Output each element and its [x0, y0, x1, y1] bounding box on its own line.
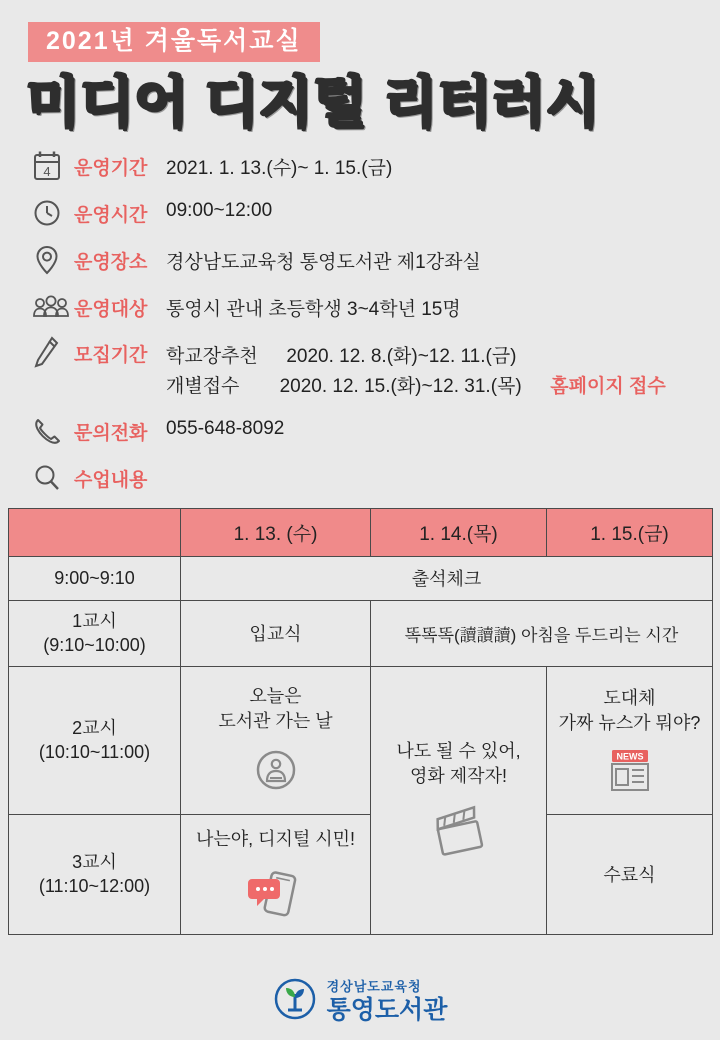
info-value-audience: 통영시 관내 초등학생 3~4학년 15명: [166, 298, 461, 320]
table-header-row: [9, 508, 713, 556]
table-row: [9, 666, 713, 814]
table-row: [9, 556, 713, 600]
info-row-phone: [32, 414, 720, 448]
period2-label: 2교시: [72, 717, 117, 738]
cell-morning-reading: 똑똑똑(讀讀讀) 아침을 두드리는 시간: [371, 600, 713, 666]
info-row-time: [32, 196, 720, 230]
digital-citizen-line1: 나는야, 디지털 시민!: [195, 829, 356, 850]
clock-icon: [32, 196, 74, 230]
footer: [0, 977, 720, 1026]
cell-closing-ceremony: 수료식: [547, 814, 713, 934]
badge-container: [0, 0, 720, 62]
period3-range: (11:10~12:00): [38, 876, 151, 896]
library-day-line1: 오늘은: [249, 685, 302, 706]
recruitment-line-school: [166, 341, 666, 368]
row-time-period2: [9, 666, 181, 814]
recruitment-individual-key: 개별접수: [166, 375, 240, 397]
clapperboard-icon: [374, 799, 543, 861]
magnifier-icon: [32, 461, 74, 495]
period3-label: 3교시: [72, 851, 117, 872]
info-value-phone: 055-648-8092: [166, 417, 285, 439]
info-row-period: [32, 149, 720, 183]
pencil-icon: [32, 337, 74, 371]
info-value-recruitment: [166, 337, 666, 401]
people-icon: [32, 290, 74, 324]
program-season-badge: 2021년 겨울독서교실: [28, 22, 320, 62]
info-row-audience: [32, 290, 720, 324]
info-label-audience: 운영대상: [74, 298, 148, 320]
info-value-place: 경상남도교육청 통영도서관 제1강좌실: [166, 251, 481, 273]
svg-text:NEWS: NEWS: [616, 751, 643, 762]
recruitment-individual-value: 2020. 12. 15.(화)~12. 31.(목): [279, 375, 522, 397]
row-time-period1: [9, 600, 181, 666]
table-header-day3: 1. 15.(금): [547, 508, 713, 556]
calendar-icon: [32, 149, 74, 183]
recruitment-school-key: 학교장추천: [166, 345, 258, 367]
cell-attendance-check: 출석체크: [181, 556, 713, 600]
sprout-logo-icon: [273, 977, 317, 1026]
info-label-period: 운영기간: [74, 157, 148, 179]
recruitment-homepage-note: 홈페이지 접수: [550, 375, 666, 397]
footer-org-top: 경상남도교육청: [326, 978, 422, 994]
library-person-icon: [184, 744, 367, 796]
table-row: [9, 600, 713, 666]
info-list: [0, 149, 720, 495]
info-row-place: [32, 243, 720, 277]
cell-library-day: [181, 666, 371, 814]
news-icon: [550, 746, 709, 794]
row-time-period3: [9, 814, 181, 934]
info-label-time: 운영시간: [74, 204, 148, 226]
library-day-line2: 도서관 가는 날: [218, 711, 333, 731]
svg-text:4: 4: [43, 163, 51, 179]
table-header-blank: [9, 508, 181, 556]
fake-news-line1: 도대체: [603, 687, 656, 708]
period1-label: 1교시: [72, 610, 117, 631]
cell-film-maker: [371, 666, 547, 934]
table-header-day1: 1. 13. (수): [181, 508, 371, 556]
period1-range: (9:10~10:00): [43, 635, 146, 655]
page-title: 미디어 디지털 리터러시: [26, 71, 600, 133]
info-label-phone: 문의전화: [74, 422, 148, 444]
info-label-curriculum: 수업내용: [74, 469, 148, 491]
film-maker-line2: 영화 제작자!: [410, 766, 507, 786]
schedule-table-container: [0, 508, 720, 935]
phone-icon: [32, 414, 74, 448]
cell-digital-citizen: [181, 814, 371, 934]
info-row-recruitment: [32, 337, 720, 401]
recruitment-line-individual: [166, 371, 666, 398]
info-value-time: 09:00~12:00: [166, 199, 273, 221]
row-time-attendance: 9:00~9:10: [9, 556, 181, 600]
recruitment-school-value: 2020. 12. 8.(화)~12. 11.(금): [286, 345, 517, 367]
period2-range: (10:10~11:00): [38, 742, 151, 762]
footer-org: [327, 978, 448, 1025]
table-row: [9, 814, 713, 934]
fake-news-line2: 가짜 뉴스가 뭐야?: [558, 713, 701, 733]
info-label-place: 운영장소: [74, 251, 148, 273]
table-header-day2: 1. 14.(목): [371, 508, 547, 556]
cell-fake-news: [547, 666, 713, 814]
cell-opening-ceremony: 입교식: [181, 600, 371, 666]
location-pin-icon: [32, 243, 74, 277]
footer-org-name: 통영도서관: [326, 996, 448, 1025]
info-row-curriculum: [32, 461, 720, 495]
film-maker-line1: 나도 될 수 있어,: [396, 740, 521, 761]
info-label-recruitment: 모집기간: [74, 344, 148, 366]
schedule-table: [8, 508, 713, 935]
info-value-period: 2021. 1. 13.(수)~ 1. 15.(금): [166, 157, 393, 179]
smartphone-chat-icon: [184, 863, 367, 921]
